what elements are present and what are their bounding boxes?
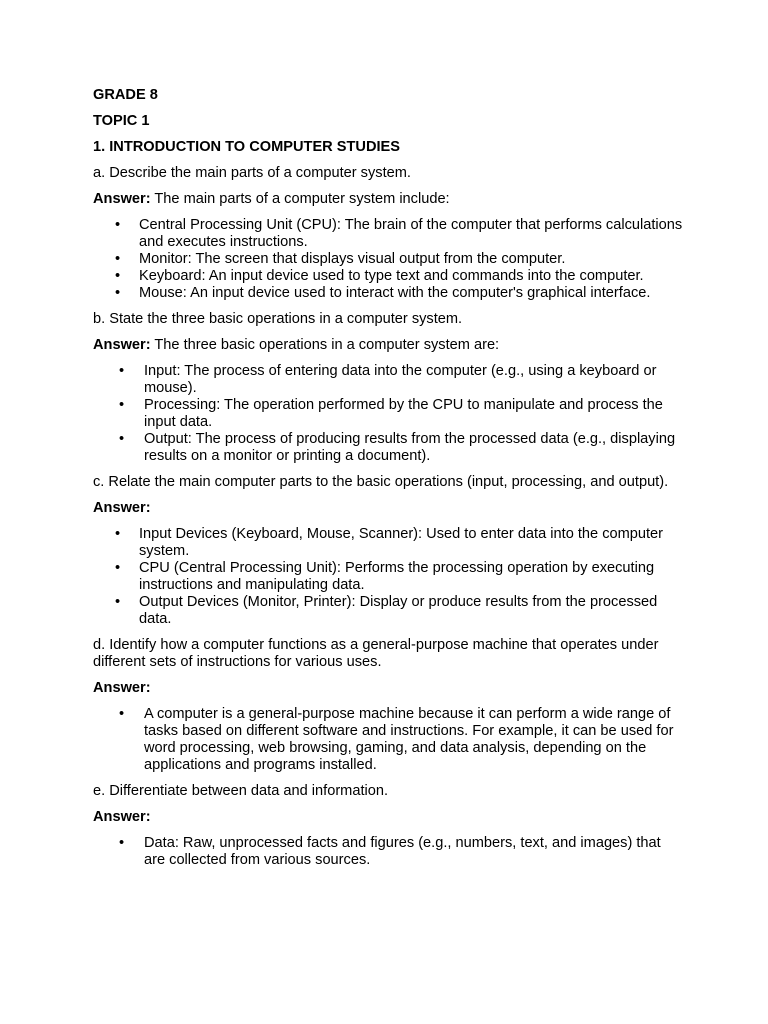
list-item: • Processing: The operation performed by the CPU to manipulate and process the input data. [119, 397, 663, 430]
bullet-icon: • [115, 251, 121, 267]
list-item: • Output Devices (Monitor, Printer): Display or produce results from the processed data. [115, 594, 658, 627]
bullet-icon: • [115, 560, 121, 576]
answer-d-line [93, 680, 683, 697]
question-a: a. Describe the main parts of a computer system. [93, 165, 411, 181]
list-item: • Data: Raw, unprocessed facts and figures (e.g., numbers, text, and images) that are collected from various sources. [119, 835, 661, 868]
list-item: • Input Devices (Keyboard, Mouse, Scanner): Used to enter data into the computer system. [115, 526, 664, 559]
bullet-icon: • [115, 268, 121, 284]
bullet-icon: • [119, 397, 125, 413]
answer-label: Answer: [93, 809, 151, 825]
list-item: • Keyboard: An input device used to type text and commands into the computer. [115, 268, 644, 284]
answer-c-list [93, 526, 683, 628]
question-e: e. Differentiate between data and information. [93, 783, 389, 799]
bullet-icon: • [115, 285, 121, 301]
list-item: • CPU (Central Processing Unit): Performs the processing operation by executing instructions and manipulating data. [115, 560, 655, 593]
bullet-icon: • [119, 363, 125, 379]
bullet-icon: • [115, 594, 121, 610]
bullet-icon: • [119, 431, 125, 447]
bullet-icon: • [115, 526, 121, 542]
answer-label: Answer: [93, 337, 151, 353]
grade-heading: GRADE 8 [93, 87, 158, 103]
section-title: 1. INTRODUCTION TO COMPUTER STUDIES [93, 139, 401, 155]
answer-b-intro: The three basic operations in a computer system are: [150, 337, 500, 353]
bullet-icon: • [115, 217, 121, 233]
question-b: b. State the three basic operations in a computer system. [93, 311, 463, 327]
answer-a-intro: The main parts of a computer system include: [150, 191, 450, 207]
answer-e-line [93, 809, 683, 826]
answer-d-list [93, 706, 683, 774]
bullet-icon: • [119, 835, 125, 851]
answer-b-line [93, 337, 683, 354]
list-item: • Input: The process of entering data into the computer (e.g., using a keyboard or mouse). [119, 363, 657, 396]
answer-label: Answer: [93, 680, 151, 696]
answer-a-line [93, 191, 683, 208]
answer-a-list [93, 217, 683, 302]
answer-label: Answer: [93, 191, 151, 207]
answer-c-line [93, 500, 683, 517]
document-page [93, 87, 683, 878]
topic-heading: TOPIC 1 [93, 113, 150, 129]
bullet-icon: • [119, 706, 125, 722]
question-c: c. Relate the main computer parts to the basic operations (input, processing, and output). [93, 474, 669, 490]
list-item: • Mouse: An input device used to interact with the computer's graphical interface. [115, 285, 651, 301]
list-item: • Central Processing Unit (CPU): The brain of the computer that performs calculations and executes instructions. [115, 217, 683, 250]
list-item: • Monitor: The screen that displays visual output from the computer. [115, 251, 566, 267]
answer-e-list [93, 835, 683, 869]
list-item: • Output: The process of producing results from the processed data (e.g., displaying results on a monitor or printing a document). [119, 431, 676, 464]
question-d: d. Identify how a computer functions as a general-purpose machine that operates under different sets of instructions for various uses. [93, 637, 659, 670]
answer-label: Answer: [93, 500, 151, 516]
answer-b-list [93, 363, 683, 465]
list-item: • A computer is a general-purpose machine because it can perform a wide range of tasks based on different software and instructions. For example, it can be used for word processing, web browsing, gaming, and data analysis, depending on the applications and programs installed. [119, 706, 674, 773]
